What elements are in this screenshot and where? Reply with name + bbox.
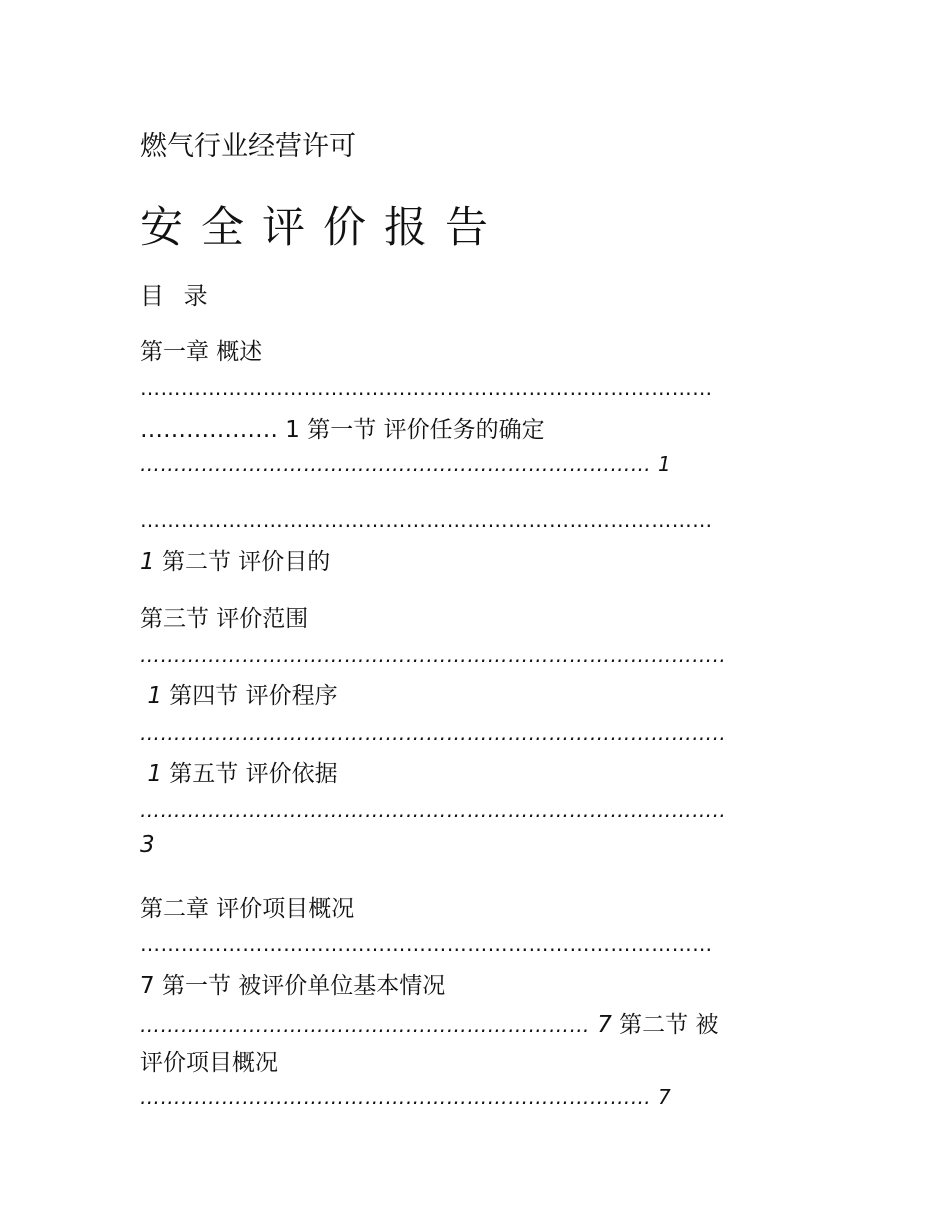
toc-leader-line: ………………………………………………………………………… — [140, 376, 713, 400]
toc-line-section-2-2-cont: 评价项目概况 — [140, 1050, 278, 1076]
toc-line-section-1-5: 1 第五节 评价依据 — [147, 761, 338, 787]
toc-line-section-1-3: 第三节 评价范围 — [140, 606, 309, 632]
toc-heading: 目 录 — [140, 282, 214, 310]
toc-line-chapter-1: 第一章 概述 — [140, 339, 263, 365]
toc-leader-line: ………………………………………………………………………….. — [140, 721, 727, 745]
page-number: 1 — [147, 683, 162, 709]
toc-leader-line: ………………………………………………………………………….. — [140, 643, 727, 667]
toc-leader-line: ………………………………………………………………… 1 — [140, 452, 672, 476]
toc-line-section-2-2: ………………………………………………………… 7 第二节 被 — [140, 1012, 719, 1038]
toc-line-chapter-2: 第二章 评价项目概况 — [140, 896, 355, 922]
toc-line-section-1-4: 1 第四节 评价程序 — [147, 683, 338, 709]
toc-line-section-1-2: 1 第二节 评价目的 — [140, 549, 331, 575]
toc-line-section-1-1: ……………… 1 第一节 评价任务的确定 — [140, 417, 545, 443]
toc-line-section-2-1: 7 第一节 被评价单位基本情况 — [140, 973, 446, 999]
page-number: 1 — [147, 761, 162, 787]
toc-leader-line: ………………………………………………………………… 7 — [140, 1085, 672, 1109]
toc-leader-line: ………………………………………………………………………… — [140, 932, 713, 956]
toc-leader-line: ………………………………………………………………………… — [140, 508, 713, 532]
toc-leader: ………………………………………………………… — [140, 1013, 590, 1037]
toc-page-number: 3 — [140, 832, 155, 858]
page-number: 1 — [140, 549, 155, 575]
document-title: 安全评价报告 — [140, 203, 506, 253]
toc-leader-line: ………………………………………………………………………….. — [140, 798, 727, 822]
document-subtitle: 燃气行业经营许可 — [140, 131, 356, 162]
page-number: 7 — [597, 1012, 612, 1038]
